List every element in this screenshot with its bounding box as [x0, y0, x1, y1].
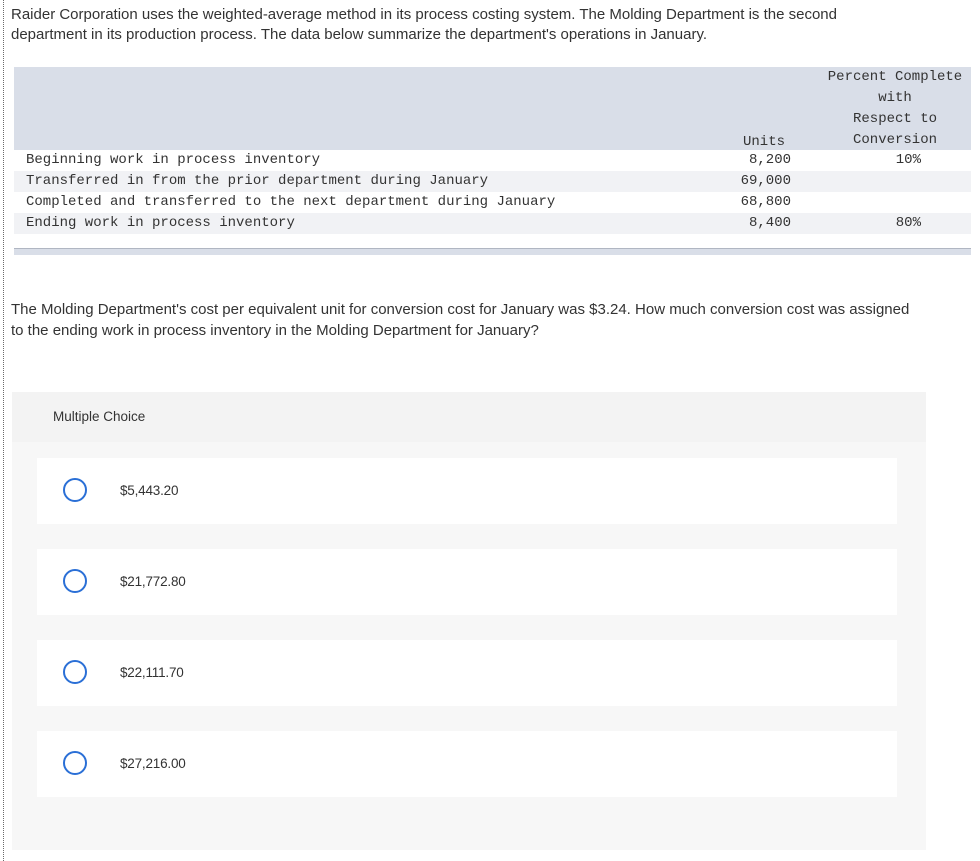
- table-header: [14, 67, 971, 150]
- radio-button[interactable]: [63, 478, 87, 502]
- table-footer-bar: [14, 248, 971, 255]
- radio-button[interactable]: [63, 569, 87, 593]
- header-percent-line: with: [878, 90, 912, 106]
- header-percent-line: Percent Complete: [827, 69, 963, 85]
- data-table: [14, 67, 971, 255]
- header-percent-line: Conversion: [852, 132, 937, 148]
- row-label: Beginning work in process inventory: [26, 152, 321, 168]
- table-row: [14, 150, 971, 171]
- answer-option[interactable]: [37, 640, 897, 706]
- options-area: [12, 442, 926, 850]
- table-row: [14, 213, 971, 234]
- table-row: [14, 171, 971, 192]
- option-label: $5,443.20: [120, 483, 179, 498]
- row-units: 68,800: [740, 194, 791, 210]
- header-percent-line: Respect to: [852, 111, 937, 127]
- row-percent: 80%: [895, 215, 921, 231]
- header-units: Units: [742, 134, 785, 150]
- radio-button[interactable]: [63, 751, 87, 775]
- multiple-choice-title: Multiple Choice: [53, 409, 146, 424]
- intro-paragraph: Raider Corporation uses the weighted-average method in its process costing system. The Molding Department is the second department in its production process. The data below summarize the department's operations in January.: [11, 6, 837, 43]
- answer-option[interactable]: [37, 458, 897, 524]
- answer-option[interactable]: [37, 731, 897, 797]
- row-percent: 10%: [895, 152, 921, 168]
- option-label: $22,111.70: [120, 665, 184, 680]
- table-spacer: [14, 234, 971, 248]
- row-label: Completed and transferred to the next department during January: [26, 194, 556, 210]
- row-label: Transferred in from the prior department during January: [26, 173, 489, 189]
- radio-button[interactable]: [63, 660, 87, 684]
- option-label: $21,772.80: [120, 574, 186, 589]
- multiple-choice-panel: [12, 392, 926, 850]
- row-units: 8,400: [748, 215, 791, 231]
- table-row: [14, 192, 971, 213]
- row-label: Ending work in process inventory: [26, 215, 295, 231]
- answer-option[interactable]: [37, 549, 897, 615]
- row-units: 69,000: [740, 173, 791, 189]
- row-units: 8,200: [748, 152, 791, 168]
- option-label: $27,216.00: [120, 756, 186, 771]
- question-text: The Molding Department's cost per equivalent unit for conversion cost for January was $3.24. How much conversion cost was assigned to the ending work in process inventory in the Molding Department for January?: [11, 301, 910, 339]
- header-percent-complete: [819, 67, 971, 151]
